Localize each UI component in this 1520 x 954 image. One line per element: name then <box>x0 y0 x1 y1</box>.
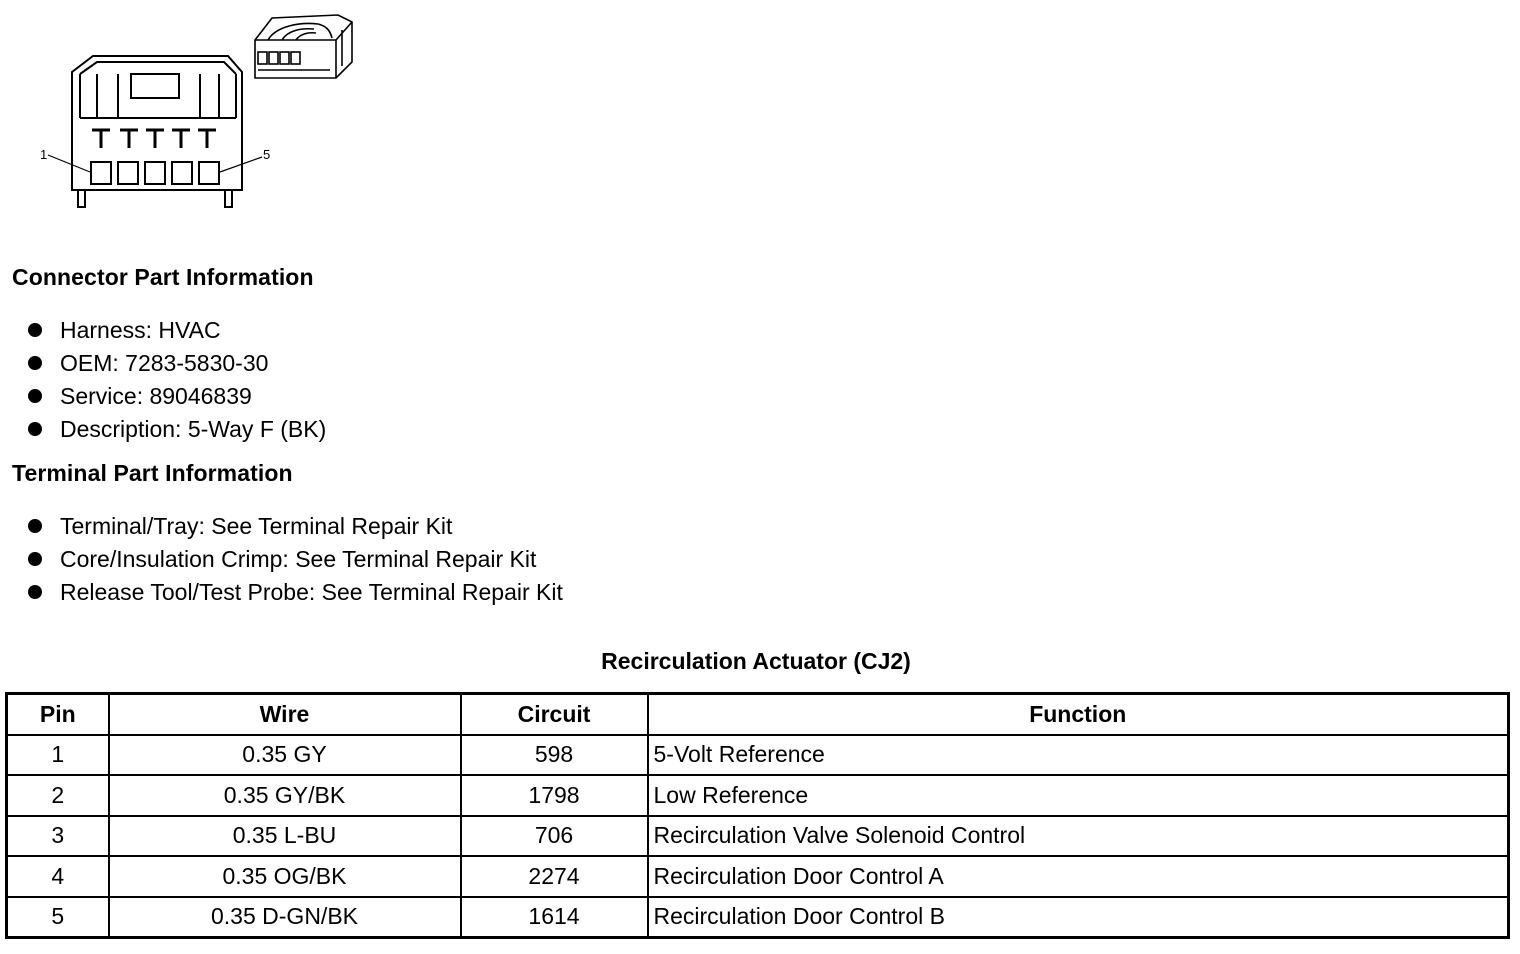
table-row <box>7 735 1509 776</box>
bullet-icon <box>28 519 42 533</box>
connector-part-info-list <box>28 314 326 446</box>
table-row <box>7 816 1509 857</box>
function-cell: Recirculation Door Control B <box>648 897 1509 938</box>
pin-table <box>5 692 1510 939</box>
circuit-cell: 1614 <box>461 897 648 938</box>
wire-cell: 0.35 GY/BK <box>109 775 461 816</box>
table-row <box>7 775 1509 816</box>
function-cell: 5-Volt Reference <box>648 735 1509 776</box>
wire-cell: 0.35 L-BU <box>109 816 461 857</box>
circuit-cell: 598 <box>461 735 648 776</box>
list-item: Release Tool/Test Probe: See Terminal Repair Kit <box>28 576 563 609</box>
bullet-icon <box>28 389 42 403</box>
table-row <box>7 897 1509 938</box>
wire-cell: 0.35 OG/BK <box>109 856 461 897</box>
pin-cell: 5 <box>7 897 109 938</box>
bullet-icon <box>28 422 42 436</box>
circuit-cell: 706 <box>461 816 648 857</box>
list-item: Service: 89046839 <box>28 380 326 413</box>
pin-table-title: Recirculation Actuator (CJ2) <box>601 648 911 674</box>
function-cell: Low Reference <box>648 775 1509 816</box>
terminal-part-info-title: Terminal Part Information <box>12 460 293 486</box>
header-function: Function <box>648 694 1509 735</box>
circuit-cell: 1798 <box>461 775 648 816</box>
header-pin: Pin <box>7 694 109 735</box>
bullet-icon <box>28 585 42 599</box>
terminal-part-info-list <box>28 510 563 609</box>
bullet-icon <box>28 356 42 370</box>
pin-cell: 3 <box>7 816 109 857</box>
function-cell: Recirculation Door Control A <box>648 856 1509 897</box>
header-circuit: Circuit <box>461 694 648 735</box>
function-cell: Recirculation Valve Solenoid Control <box>648 816 1509 857</box>
table-row <box>7 856 1509 897</box>
pin-cell: 1 <box>7 735 109 776</box>
wire-cell: 0.35 GY <box>109 735 461 776</box>
list-item: Description: 5-Way F (BK) <box>28 413 326 446</box>
connector-isometric-view <box>255 15 352 78</box>
pin-5-callout: 5 <box>263 147 271 162</box>
pin-1-callout: 1 <box>40 147 48 162</box>
table-header-row <box>7 694 1509 735</box>
pin-cell: 2 <box>7 775 109 816</box>
connector-face-view <box>48 56 262 207</box>
list-item: OEM: 7283-5830-30 <box>28 347 326 380</box>
circuit-cell: 2274 <box>461 856 648 897</box>
header-wire: Wire <box>109 694 461 735</box>
wire-cell: 0.35 D-GN/BK <box>109 897 461 938</box>
pin-cell: 4 <box>7 856 109 897</box>
list-item: Harness: HVAC <box>28 314 326 347</box>
list-item: Terminal/Tray: See Terminal Repair Kit <box>28 510 563 543</box>
bullet-icon <box>28 323 42 337</box>
connector-drawing <box>0 0 380 230</box>
bullet-icon <box>28 552 42 566</box>
list-item: Core/Insulation Crimp: See Terminal Repair Kit <box>28 543 563 576</box>
connector-part-info-title: Connector Part Information <box>12 264 314 290</box>
